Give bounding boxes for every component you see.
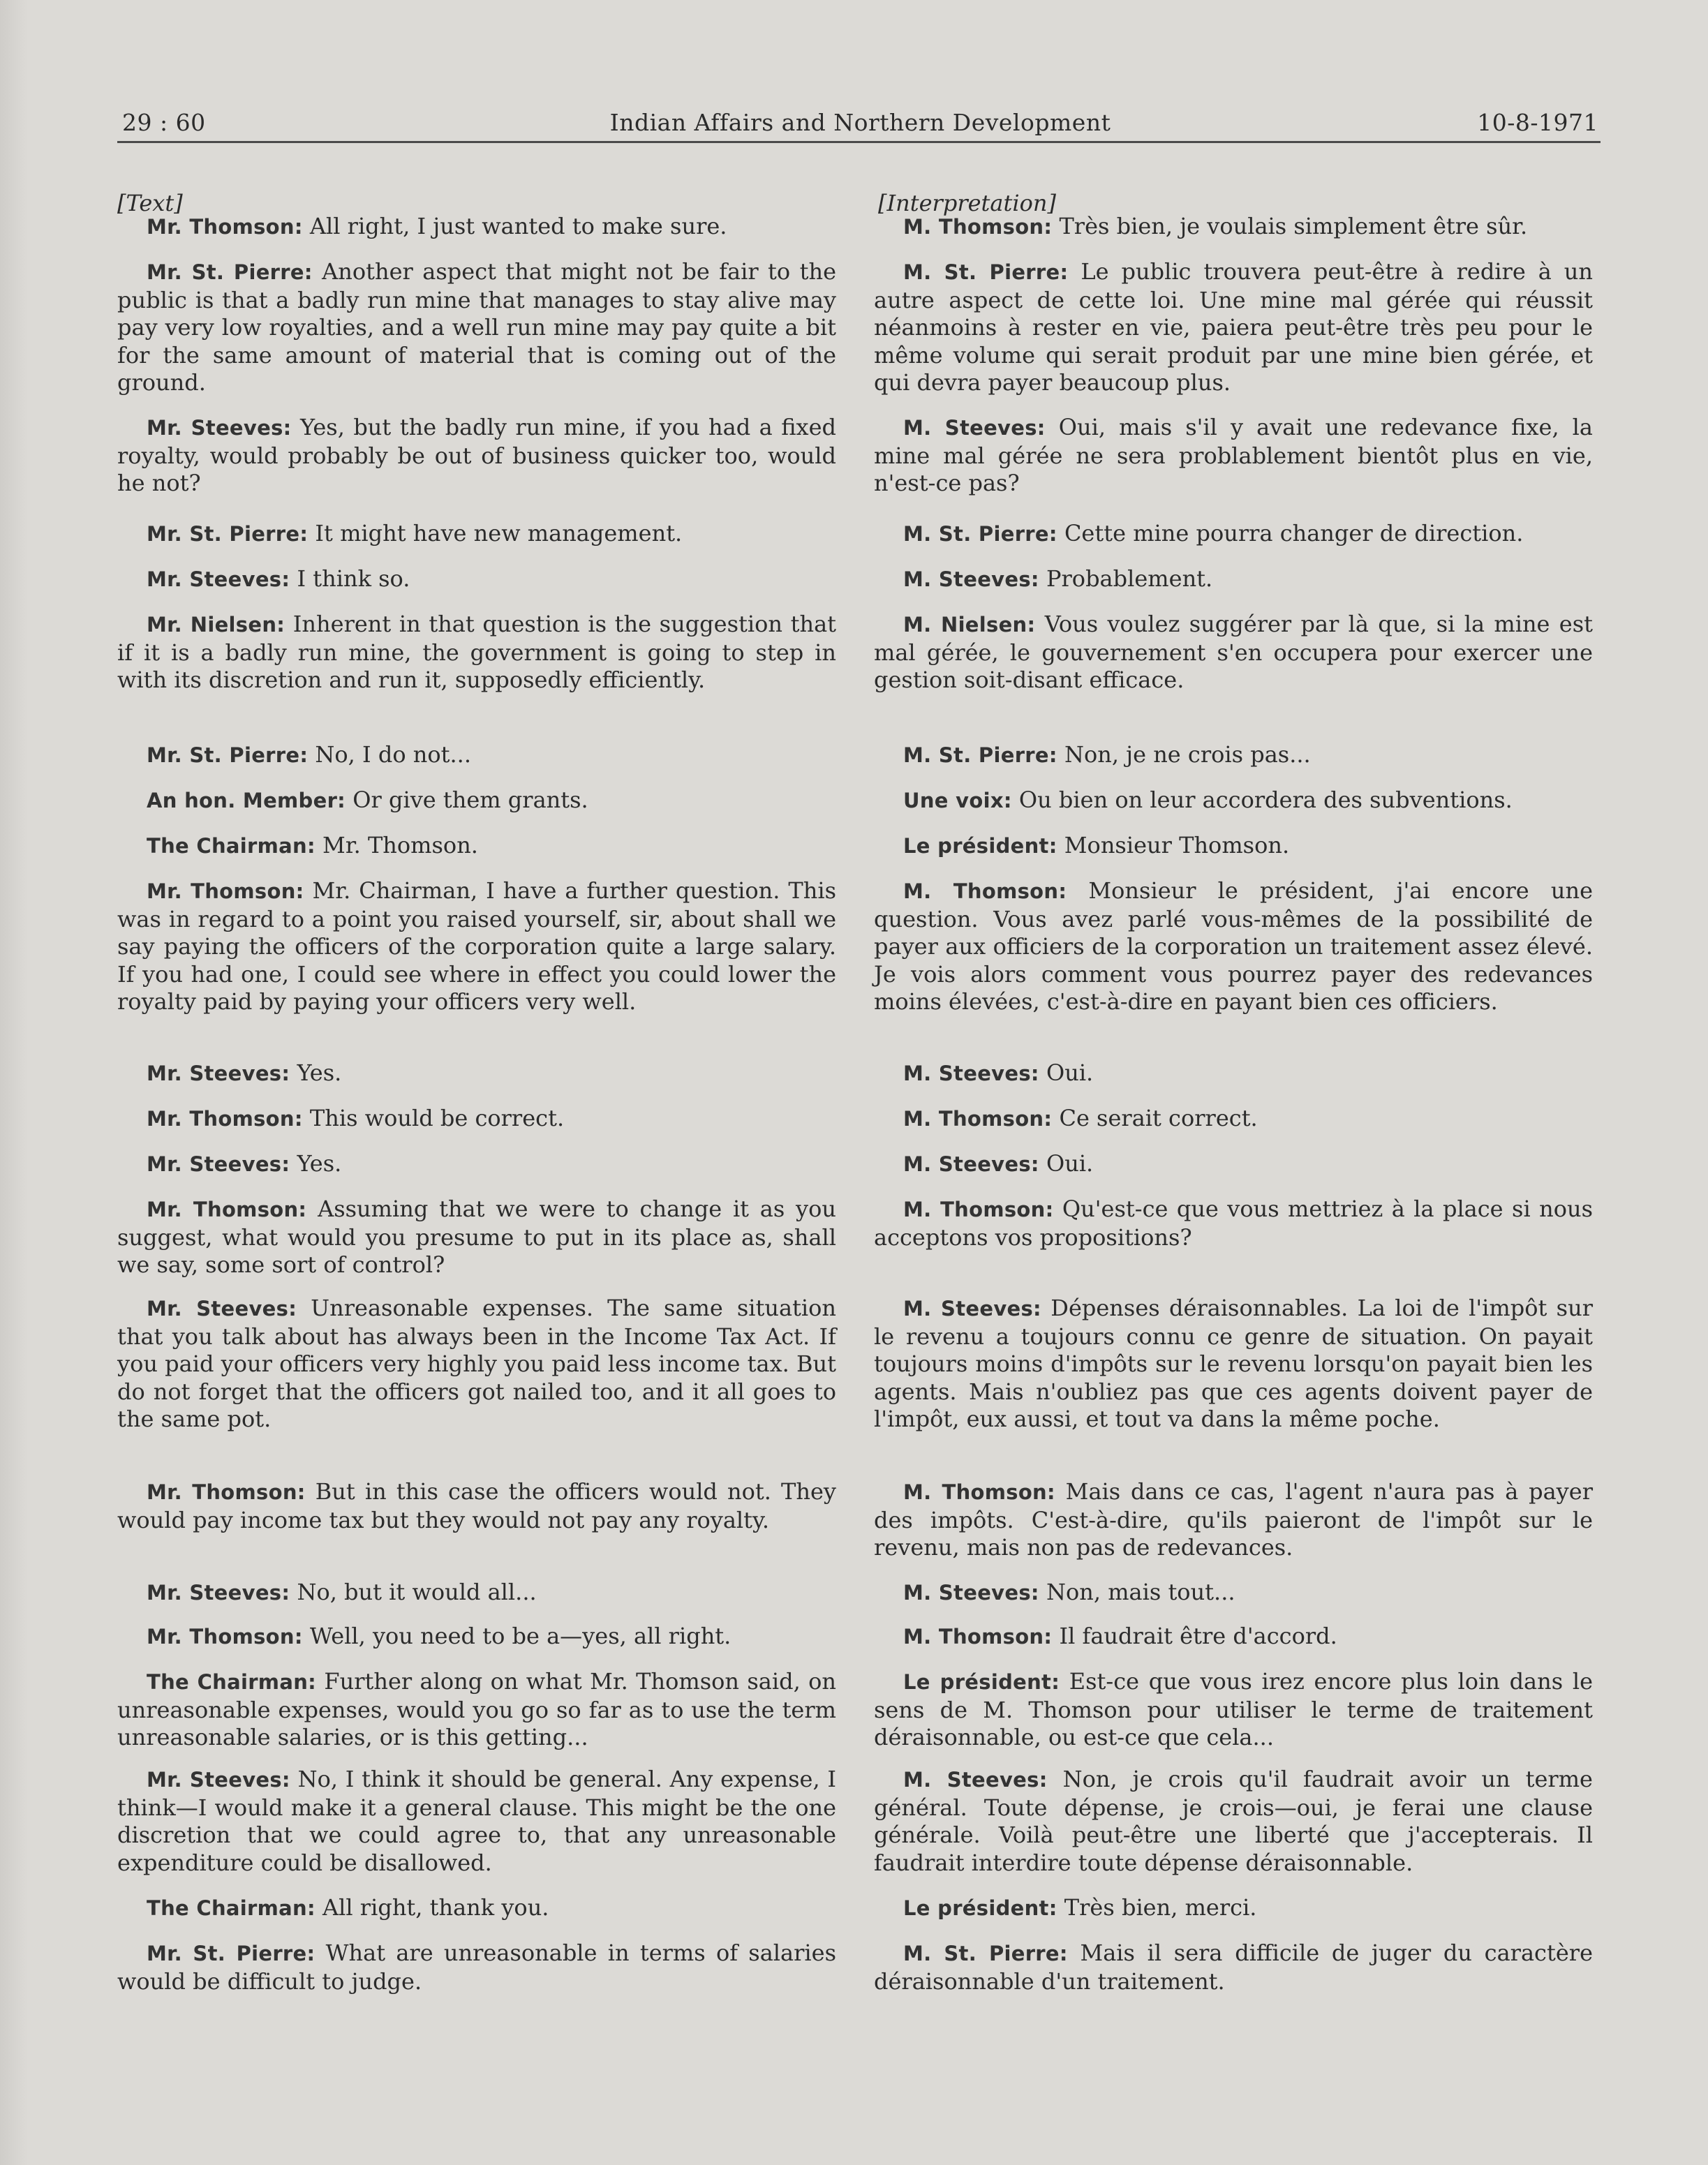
transcript-paragraph xyxy=(117,611,836,694)
transcript-paragraph xyxy=(874,1105,1593,1133)
transcript-paragraph xyxy=(117,1105,836,1133)
transcript-paragraph xyxy=(117,1478,836,1534)
speech-text: What are unreasonable in terms of salaries would be difficult to judge. xyxy=(117,1940,837,1995)
transcript-paragraph xyxy=(874,1150,1593,1179)
speaker-name: Mr. Steeves: xyxy=(147,1581,290,1605)
transcript-paragraph xyxy=(117,787,836,815)
speech-text: Est-ce que vous irez encore plus loin dans le sens de M. Thomson pour utiliser le terme de traitement déraisonnable, ou est-ce que cela... xyxy=(874,1668,1594,1750)
speech-text: Another aspect that might not be fair to the public is that a badly run mine that manages to stay alive may pay very low royalties, and a well run mine may pay quite a bit for the same amount of material that is coming out of the ground. xyxy=(117,258,836,396)
speech-text: I think so. xyxy=(290,565,410,592)
speaker-name: M. Thomson: xyxy=(903,1480,1055,1504)
transcript-paragraph xyxy=(117,1766,836,1877)
speaker-name: Une voix: xyxy=(903,789,1012,812)
speaker-name: Mr. St. Pierre: xyxy=(147,1942,315,1965)
speaker-name: M. Thomson: xyxy=(903,879,1067,903)
speech-text: Further along on what Mr. Thomson said, on unreasonable expenses, would you go so far as to use the term unreasonable salaries, or is this getting... xyxy=(117,1668,836,1750)
speech-text: Non, je crois qu'il faudrait avoir un terme général. Toute dépense, je crois—oui, je ferai une clause générale. Voilà peut-être une liberté que j'accepterais. Il faudrait interdire toute dépense déraisonnable. xyxy=(874,1766,1593,1876)
speech-text: Probablement. xyxy=(1039,565,1213,592)
column-label-text: [Text] xyxy=(117,190,183,216)
transcript-paragraph xyxy=(874,877,1593,1016)
speech-text: Monsieur Thomson. xyxy=(1057,832,1290,858)
transcript-paragraph xyxy=(874,1059,1593,1088)
speaker-name: Mr. Thomson: xyxy=(147,1480,306,1504)
transcript-paragraph xyxy=(874,1478,1593,1562)
speech-text: No, I do not... xyxy=(308,741,471,768)
speaker-name: Mr. Thomson: xyxy=(147,1625,303,1649)
transcript-paragraph xyxy=(117,1059,836,1088)
speech-text: Qu'est-ce que vous mettriez à la place si nous acceptons vos propositions? xyxy=(874,1196,1593,1251)
speaker-name: Mr. Steeves: xyxy=(147,1152,290,1176)
speaker-name: Le président: xyxy=(903,834,1057,858)
transcript-paragraph xyxy=(874,414,1593,498)
speech-text: Ou bien on leur accordera des subventions. xyxy=(1011,787,1513,813)
transcript-paragraph xyxy=(874,1623,1593,1651)
transcript-paragraph xyxy=(874,1196,1593,1251)
speech-text: Mais il sera difficile de juger du caractère déraisonnable d'un traitement. xyxy=(874,1940,1594,1995)
speech-text: Très bien, je voulais simplement être sûr. xyxy=(1052,213,1528,239)
speech-text: Assuming that we were to change it as you suggest, what would you presume to put in its place as, shall we say, some sort of control? xyxy=(117,1196,837,1278)
speaker-name: The Chairman: xyxy=(147,834,315,858)
transcript-paragraph xyxy=(874,787,1593,815)
speaker-name: M. Steeves: xyxy=(903,567,1039,591)
speaker-name: The Chairman: xyxy=(147,1896,315,1920)
transcript-paragraph xyxy=(874,1668,1593,1752)
speaker-name: Mr. Steeves: xyxy=(147,567,290,591)
transcript-paragraph xyxy=(874,741,1593,770)
transcript-paragraph xyxy=(117,877,836,1016)
speech-text: Yes, but the badly run mine, if you had a fixed royalty, would probably be out of business quicker too, would he not? xyxy=(117,414,837,496)
speaker-name: M. Steeves: xyxy=(903,416,1046,440)
speaker-name: M. Steeves: xyxy=(903,1062,1039,1085)
speaker-name: Mr. Steeves: xyxy=(147,416,292,440)
speaker-name: M. Steeves: xyxy=(903,1152,1039,1176)
speaker-name: M. Steeves: xyxy=(903,1768,1048,1792)
transcript-paragraph xyxy=(874,520,1593,549)
speech-text: Très bien, merci. xyxy=(1057,1894,1257,1921)
transcript-paragraph xyxy=(874,1940,1593,1995)
speaker-name: M. St. Pierre: xyxy=(903,260,1069,284)
speech-text: Le public trouvera peut-être à redire à un autre aspect de cette loi. Une mine mal gérée qui réussit néanmoins à rester en vie, paiera peut-être très peu pour le même volume qui serait produit par une mine bien gérée, et qui devra payer beaucoup plus. xyxy=(874,258,1594,396)
speech-text: Non, mais tout... xyxy=(1039,1579,1235,1605)
header-rule xyxy=(117,141,1601,143)
speaker-name: M. Thomson: xyxy=(903,1625,1053,1649)
speech-text: All right, I just wanted to make sure. xyxy=(302,213,727,239)
transcript-paragraph xyxy=(874,258,1593,397)
transcript-paragraph xyxy=(874,1295,1593,1434)
speech-text: Non, je ne crois pas... xyxy=(1057,741,1311,768)
speaker-name: Mr. Steeves: xyxy=(147,1062,290,1085)
speaker-name: M. St. Pierre: xyxy=(903,522,1057,546)
speaker-name: M. Thomson: xyxy=(903,215,1053,239)
running-title: Indian Affairs and Northern Development xyxy=(609,109,1111,136)
speech-text: But in this case the officers would not. They would pay income tax but they would not pay any royalty. xyxy=(117,1478,837,1533)
transcript-paragraph xyxy=(874,1766,1593,1877)
speech-text: Oui. xyxy=(1039,1059,1094,1086)
transcript-paragraph xyxy=(117,258,836,397)
speaker-name: M. Nielsen: xyxy=(903,613,1036,637)
transcript-paragraph xyxy=(874,611,1593,694)
speaker-name: M. Steeves: xyxy=(903,1297,1041,1320)
speaker-name: Mr. Thomson: xyxy=(147,1198,307,1221)
speech-text: All right, thank you. xyxy=(315,1894,549,1921)
page-header xyxy=(122,105,1598,141)
speech-text: Ce serait correct. xyxy=(1052,1105,1258,1131)
page-number: 29 : 60 xyxy=(122,109,206,136)
speech-text: Oui. xyxy=(1039,1150,1094,1177)
speech-text: It might have new management. xyxy=(308,520,683,546)
transcript-paragraph xyxy=(117,1668,836,1752)
transcript-paragraph xyxy=(117,1579,836,1607)
speech-text: Oui, mais s'il y avait une redevance fixe, la mine mal gérée ne sera problablement bientôt plus en vie, n'est-ce pas? xyxy=(874,414,1593,496)
speaker-name: Mr. Nielsen: xyxy=(147,613,285,637)
transcript-paragraph xyxy=(117,1196,836,1279)
transcript-paragraph xyxy=(874,1579,1593,1607)
speech-text: Vous voulez suggérer par là que, si la mine est mal gérée, le gouvernement s'en occupera pour exercer une gestion soit-disant efficace. xyxy=(874,611,1594,693)
speech-text: This would be correct. xyxy=(302,1105,565,1131)
transcript-paragraph xyxy=(117,832,836,861)
speaker-name: M. Thomson: xyxy=(903,1107,1053,1131)
transcript-paragraph xyxy=(117,741,836,770)
speaker-name: Mr. Thomson: xyxy=(147,1107,303,1131)
speaker-name: Mr. Steeves: xyxy=(147,1768,290,1792)
speaker-name: Mr. Thomson: xyxy=(147,879,304,903)
column-label-interpretation: [Interpretation] xyxy=(878,190,1056,216)
transcript-paragraph xyxy=(117,1295,836,1434)
speech-text: Unreasonable expenses. The same situation that you talk about has always been in the Income Tax Act. If you paid your officers very highly you paid less income tax. But do not forget that the officers got nailed too, and it all goes to the same pot. xyxy=(117,1295,837,1432)
speech-text: No, I think it should be general. Any expense, I think—I would make it a general clause. This might be the one discretion that we could agree to, that any unreasonable expenditure could be disallowed. xyxy=(117,1766,836,1876)
speech-text: Mr. Thomson. xyxy=(315,832,478,858)
speech-text: Monsieur le président, j'ai encore une question. Vous avez parlé vous-mêmes de la possibilité de payer aux officiers de la corporation un traitement assez élevé. Je vois alors comment vous pourrez payer des redevances moins élevées, c'est-à-dire en payant bien ces officiers. xyxy=(874,877,1593,1015)
speaker-name: M. St. Pierre: xyxy=(903,743,1057,767)
transcript-paragraph xyxy=(874,832,1593,861)
speech-text: Inherent in that question is the suggestion that if it is a badly run mine, the government is going to step in with its discretion and run it, supposedly efficiently. xyxy=(117,611,837,693)
speaker-name: Mr. Thomson: xyxy=(147,215,303,239)
transcript-paragraph xyxy=(117,1894,836,1923)
speech-text: No, but it would all... xyxy=(290,1579,537,1605)
speaker-name: Le président: xyxy=(903,1896,1057,1920)
speech-text: Yes. xyxy=(290,1150,342,1177)
speech-text: Mais dans ce cas, l'agent n'aura pas à payer des impôts. C'est-à-dire, qu'ils paieront de l'impôt sur le revenu, mais non pas de redevances. xyxy=(874,1478,1593,1561)
speaker-name: Mr. St. Pierre: xyxy=(147,522,309,546)
speaker-name: Mr. St. Pierre: xyxy=(147,743,309,767)
transcript-paragraph xyxy=(117,213,836,241)
transcript-paragraph xyxy=(874,213,1593,241)
speaker-name: An hon. Member: xyxy=(147,789,346,812)
speaker-name: Le président: xyxy=(903,1670,1060,1694)
speaker-name: Mr. St. Pierre: xyxy=(147,260,313,284)
speaker-name: M. St. Pierre: xyxy=(903,1942,1068,1965)
speaker-name: M. Thomson: xyxy=(903,1198,1054,1221)
transcript-paragraph xyxy=(117,414,836,498)
speech-text: Well, you need to be a—yes, all right. xyxy=(302,1623,732,1649)
transcript-paragraph xyxy=(117,1623,836,1651)
transcript-paragraph xyxy=(874,565,1593,594)
speech-text: Cette mine pourra changer de direction. xyxy=(1057,520,1524,546)
speaker-name: Mr. Steeves: xyxy=(147,1297,297,1320)
speech-text: Yes. xyxy=(290,1059,342,1086)
speech-text: Il faudrait être d'accord. xyxy=(1052,1623,1337,1649)
transcript-paragraph xyxy=(117,1940,836,1995)
header-date: 10-8-1971 xyxy=(1477,109,1598,136)
speaker-name: The Chairman: xyxy=(147,1670,317,1694)
speaker-name: M. Steeves: xyxy=(903,1581,1039,1605)
speech-text: Mr. Chairman, I have a further question. This was in regard to a point you raised yourself, sir, about shall we say paying the officers of the corporation quite a large salary. If you had one, I could see where in effect you could lower the royalty paid by paying your officers very well. xyxy=(117,877,837,1015)
transcript-paragraph xyxy=(874,1894,1593,1923)
speech-text: Or give them grants. xyxy=(346,787,588,813)
transcript-paragraph xyxy=(117,565,836,594)
speech-text: Dépenses déraisonnables. La loi de l'impôt sur le revenu a toujours connu ce genre de situation. On payait toujours moins d'impôts sur le revenu lorsqu'on payait bien les agents. Mais n'oubliez pas que ces agents doivent payer de l'impôt, eux aussi, et tout va dans la même poche. xyxy=(874,1295,1593,1432)
transcript-paragraph xyxy=(117,520,836,549)
transcript-paragraph xyxy=(117,1150,836,1179)
